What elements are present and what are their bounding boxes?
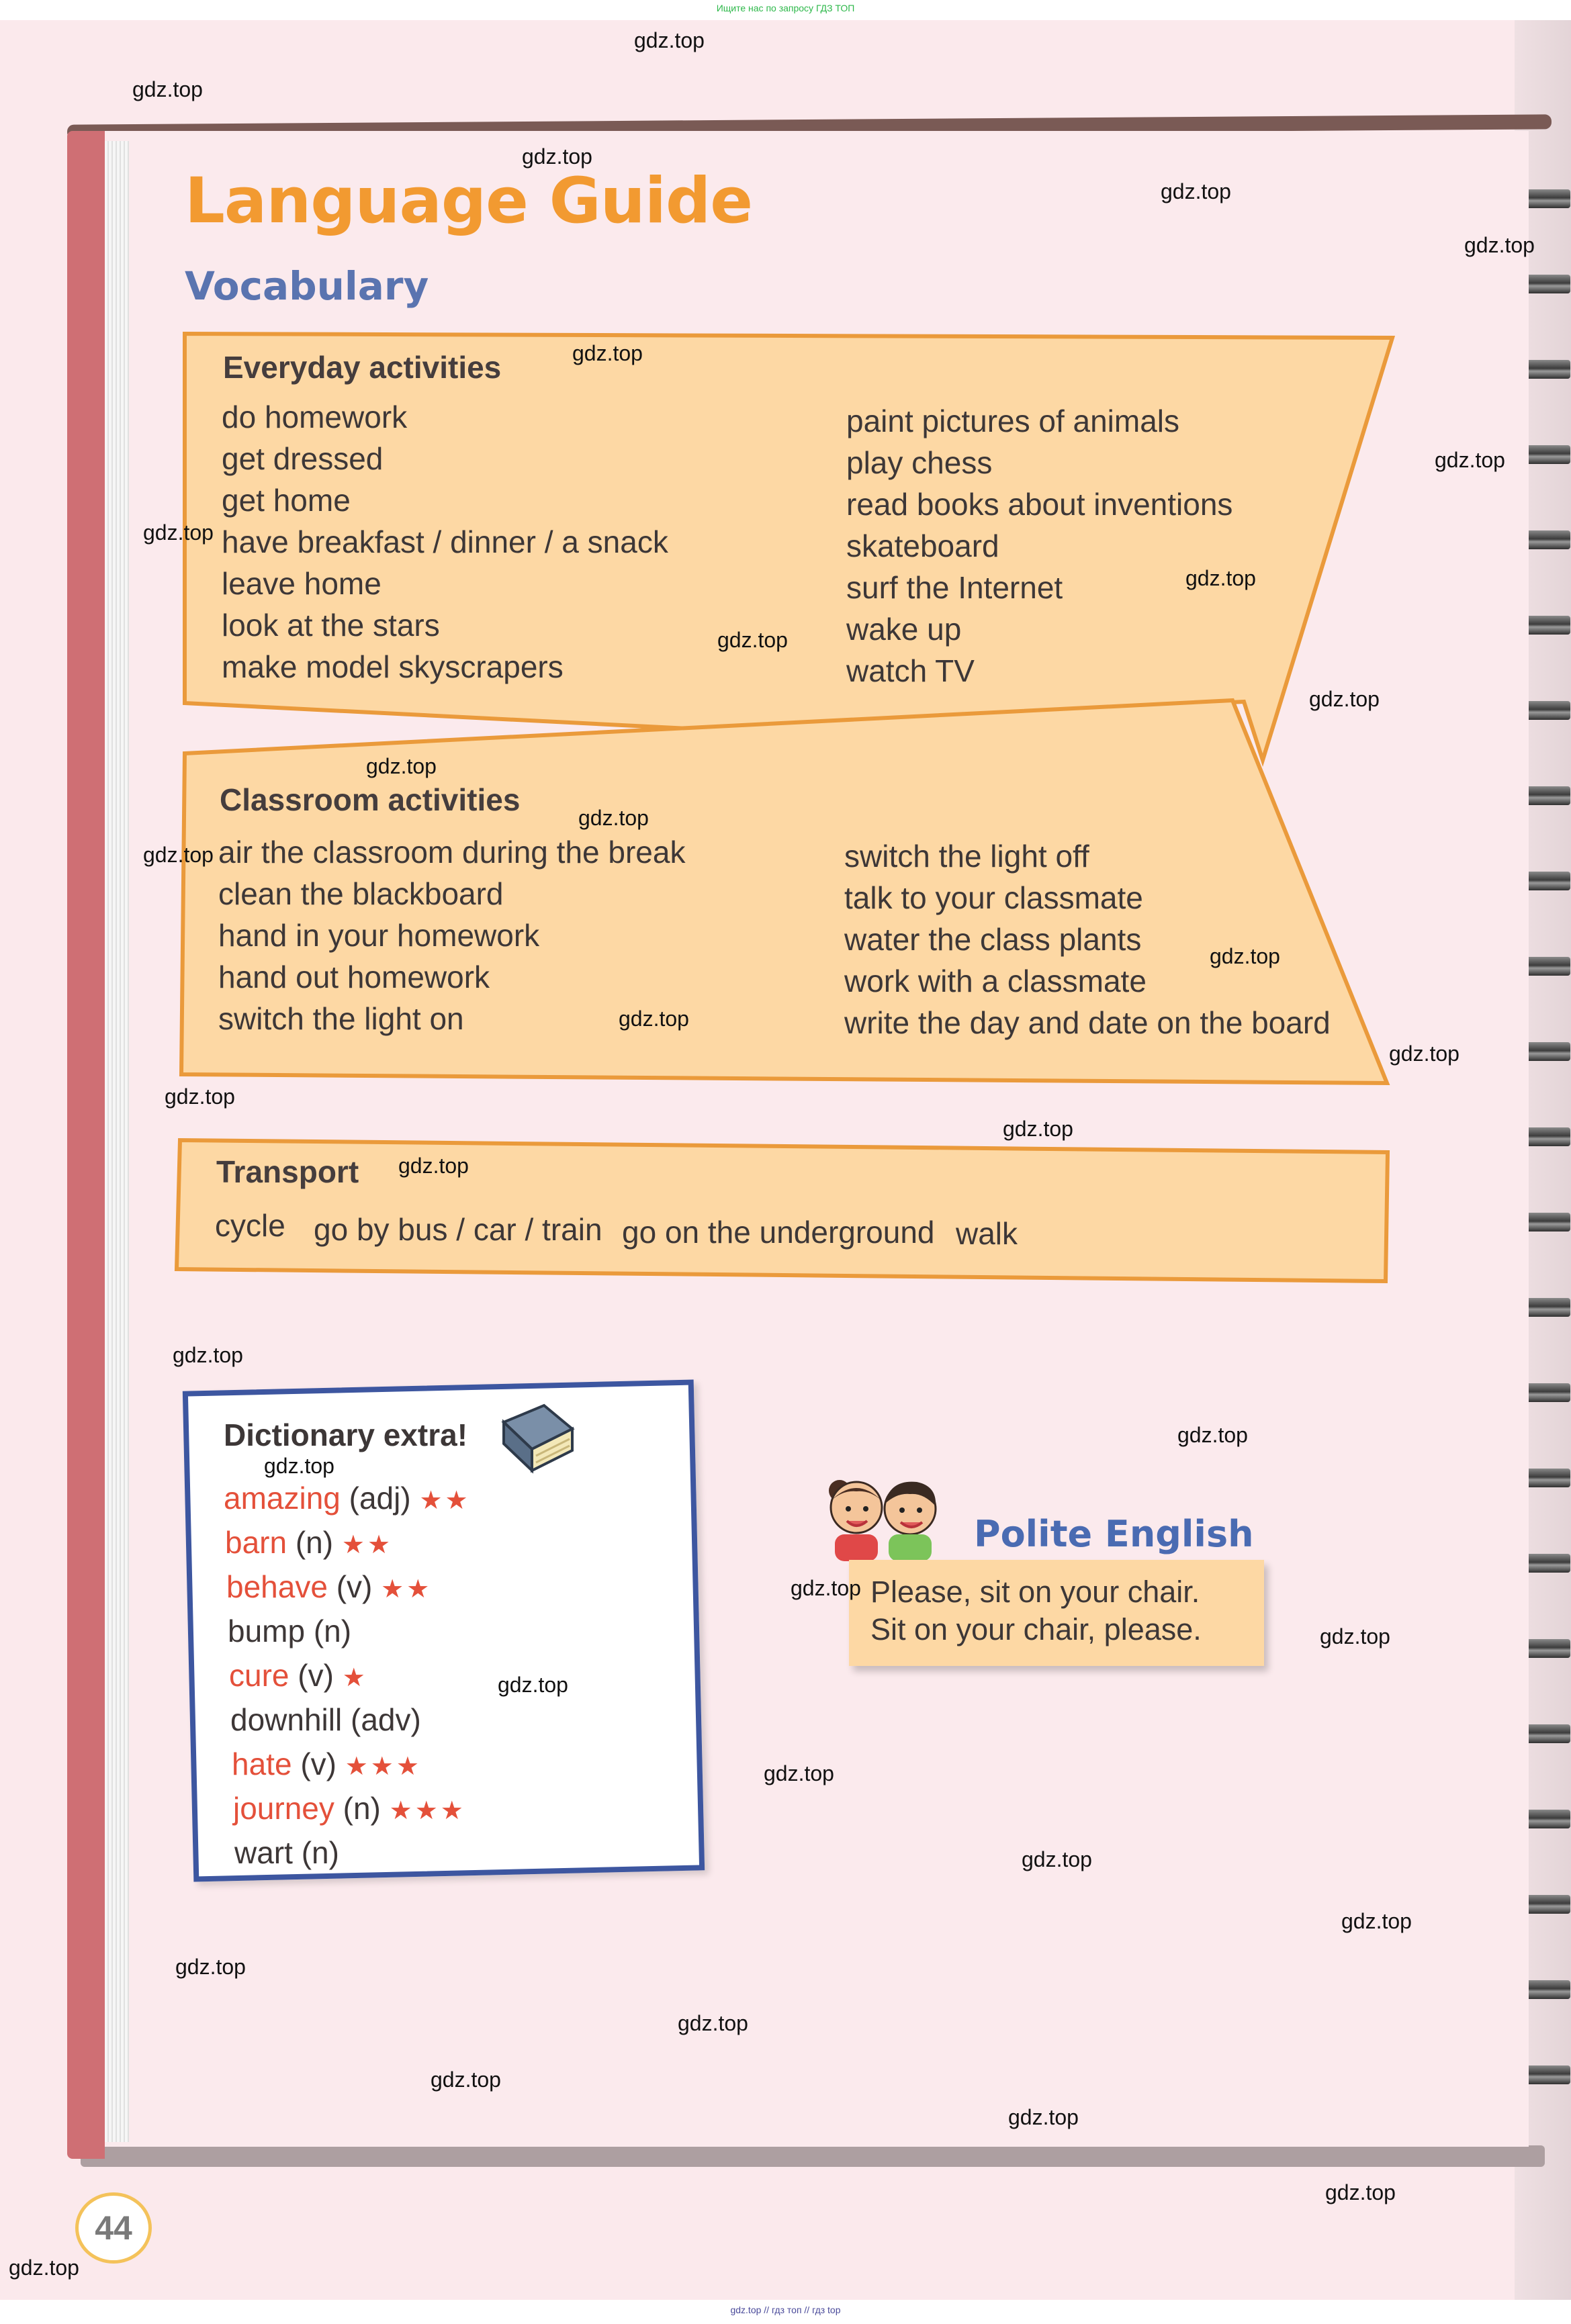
part-of-speech: (v) (298, 1658, 334, 1693)
watermark: gdz.top (1210, 944, 1280, 968)
part-of-speech: (n) (295, 1525, 334, 1560)
vocab-item: have breakfast / dinner / a snack (222, 524, 668, 559)
everyday-list-left (222, 396, 668, 688)
vocab-item: work with a classmate (844, 964, 1147, 998)
dictionary-entry (232, 1743, 471, 1787)
watermark: gdz.top (143, 520, 214, 545)
frequency-stars: ★★★ (345, 1753, 422, 1781)
dictionary-entry (225, 1522, 471, 1566)
watermark: gdz.top (1003, 1117, 1073, 1141)
headword: downhill (230, 1702, 343, 1737)
watermark: gdz.top (634, 28, 705, 52)
dictionary-entry (229, 1655, 471, 1699)
transport-item: walk (956, 1216, 1018, 1251)
watermark: gdz.top (398, 1154, 469, 1178)
headword: cure (229, 1658, 289, 1693)
watermark: gdz.top (522, 144, 592, 169)
headword: wart (234, 1835, 293, 1870)
part-of-speech: (v) (336, 1569, 373, 1604)
watermark: gdz.top (1320, 1624, 1390, 1648)
watermark: gdz.top (1185, 566, 1256, 590)
watermark: gdz.top (1341, 1909, 1412, 1933)
classroom-list-left (218, 831, 685, 1039)
watermark: gdz.top (431, 2067, 501, 2092)
polite-line: Please, sit on your chair. (870, 1575, 1200, 1609)
vocab-item: switch the light off (844, 839, 1089, 874)
dictionary-entry (228, 1610, 471, 1655)
vocab-item: make model skyscrapers (222, 649, 564, 684)
watermark: gdz.top (578, 806, 649, 830)
dictionary-entry (224, 1477, 471, 1522)
frequency-stars: ★ (342, 1664, 368, 1692)
watermark: gdz.top (498, 1673, 568, 1697)
vocab-item: air the classroom during the break (218, 835, 686, 870)
transport-item: go by bus / car / train (314, 1212, 602, 1247)
vocab-item: switch the light on (218, 1001, 464, 1036)
page-title: Language Guide (185, 165, 752, 238)
watermark: gdz.top (1008, 2105, 1079, 2129)
vocab-item: read books about inventions (846, 487, 1233, 522)
watermark: gdz.top (1161, 179, 1231, 203)
dictionary-entry (233, 1787, 471, 1832)
everyday-heading: Everyday activities (223, 350, 502, 385)
vocab-item: clean the blackboard (218, 876, 504, 911)
polite-english-heading: Polite English (974, 1513, 1254, 1555)
page-number: 44 (75, 2192, 152, 2264)
watermark: gdz.top (619, 1007, 689, 1031)
transport-item: cycle (215, 1208, 285, 1243)
dictionary-entry (226, 1566, 471, 1610)
section-subtitle: Vocabulary (185, 263, 429, 309)
vocab-item: hand out homework (218, 960, 490, 994)
part-of-speech: (n) (313, 1614, 352, 1648)
vocab-item: watch TV (846, 653, 975, 688)
dictionary-entry (234, 1832, 471, 1876)
part-of-speech: (n) (301, 1835, 339, 1870)
classroom-heading: Classroom activities (220, 782, 521, 817)
watermark: gdz.top (9, 2256, 79, 2280)
watermark: gdz.top (132, 77, 203, 101)
kids-icon (809, 1467, 957, 1561)
dictionary-heading: Dictionary extra! (224, 1417, 468, 1452)
watermark: gdz.top (1389, 1041, 1460, 1066)
vocab-item: play chess (846, 445, 993, 480)
part-of-speech: (n) (343, 1791, 381, 1826)
vocab-item: get home (222, 483, 351, 518)
watermark: gdz.top (1464, 233, 1535, 257)
vocab-item: get dressed (222, 441, 384, 476)
watermark: gdz.top (1435, 448, 1505, 472)
bottom-banner[interactable]: gdz.top // гдз топ // гдз top (730, 2305, 841, 2315)
vocab-item: look at the stars (222, 608, 440, 643)
transport-item: go on the underground (622, 1215, 935, 1250)
frequency-stars: ★★★ (389, 1797, 466, 1825)
watermark: gdz.top (791, 1576, 861, 1600)
watermark: gdz.top (764, 1761, 834, 1785)
watermark: gdz.top (678, 2011, 748, 2035)
vocab-item: do homework (222, 400, 408, 434)
vocab-item: surf the Internet (846, 570, 1063, 605)
watermark: gdz.top (572, 341, 643, 365)
headword: behave (226, 1569, 328, 1604)
frequency-stars: ★★ (341, 1531, 394, 1559)
headword: bump (228, 1614, 306, 1648)
transport-heading: Transport (216, 1154, 359, 1189)
watermark: gdz.top (1022, 1847, 1092, 1871)
vocab-item: skateboard (846, 528, 999, 563)
watermark: gdz.top (264, 1454, 334, 1478)
watermark: gdz.top (175, 1955, 246, 1979)
book-icon (497, 1402, 578, 1476)
vocab-item: water the class plants (844, 922, 1142, 957)
polite-line: Sit on your chair, please. (870, 1612, 1202, 1646)
polite-english-box (849, 1560, 1264, 1666)
headword: barn (225, 1525, 287, 1560)
watermark: gdz.top (173, 1343, 243, 1367)
headword: amazing (224, 1481, 341, 1516)
part-of-speech: (adj) (349, 1481, 411, 1516)
watermark: gdz.top (1325, 2180, 1396, 2204)
watermark: gdz.top (366, 754, 437, 778)
frequency-stars: ★★ (419, 1487, 471, 1515)
everyday-list-right (846, 400, 1232, 692)
watermark: gdz.top (717, 628, 788, 652)
dictionary-list (224, 1477, 471, 1876)
vocab-item: wake up (846, 612, 962, 647)
part-of-speech: (v) (300, 1747, 336, 1781)
vocab-item: paint pictures of animals (846, 404, 1180, 438)
part-of-speech: (adv) (351, 1702, 421, 1737)
frequency-stars: ★★ (381, 1575, 433, 1603)
watermark: gdz.top (1309, 687, 1380, 711)
vocab-item: hand in your homework (218, 918, 540, 953)
vocab-item: write the day and date on the board (844, 1005, 1331, 1040)
dictionary-entry (230, 1699, 471, 1743)
watermark: gdz.top (143, 843, 214, 867)
watermark: gdz.top (165, 1084, 235, 1109)
headword: hate (232, 1747, 292, 1781)
watermark: gdz.top (1177, 1423, 1248, 1447)
headword: journey (233, 1791, 334, 1826)
classroom-list-right (844, 835, 1331, 1043)
vocab-item: leave home (222, 566, 381, 601)
top-banner[interactable]: Ищите нас по запросу ГДЗ ТОП (716, 3, 855, 13)
vocab-item: talk to your classmate (844, 880, 1143, 915)
